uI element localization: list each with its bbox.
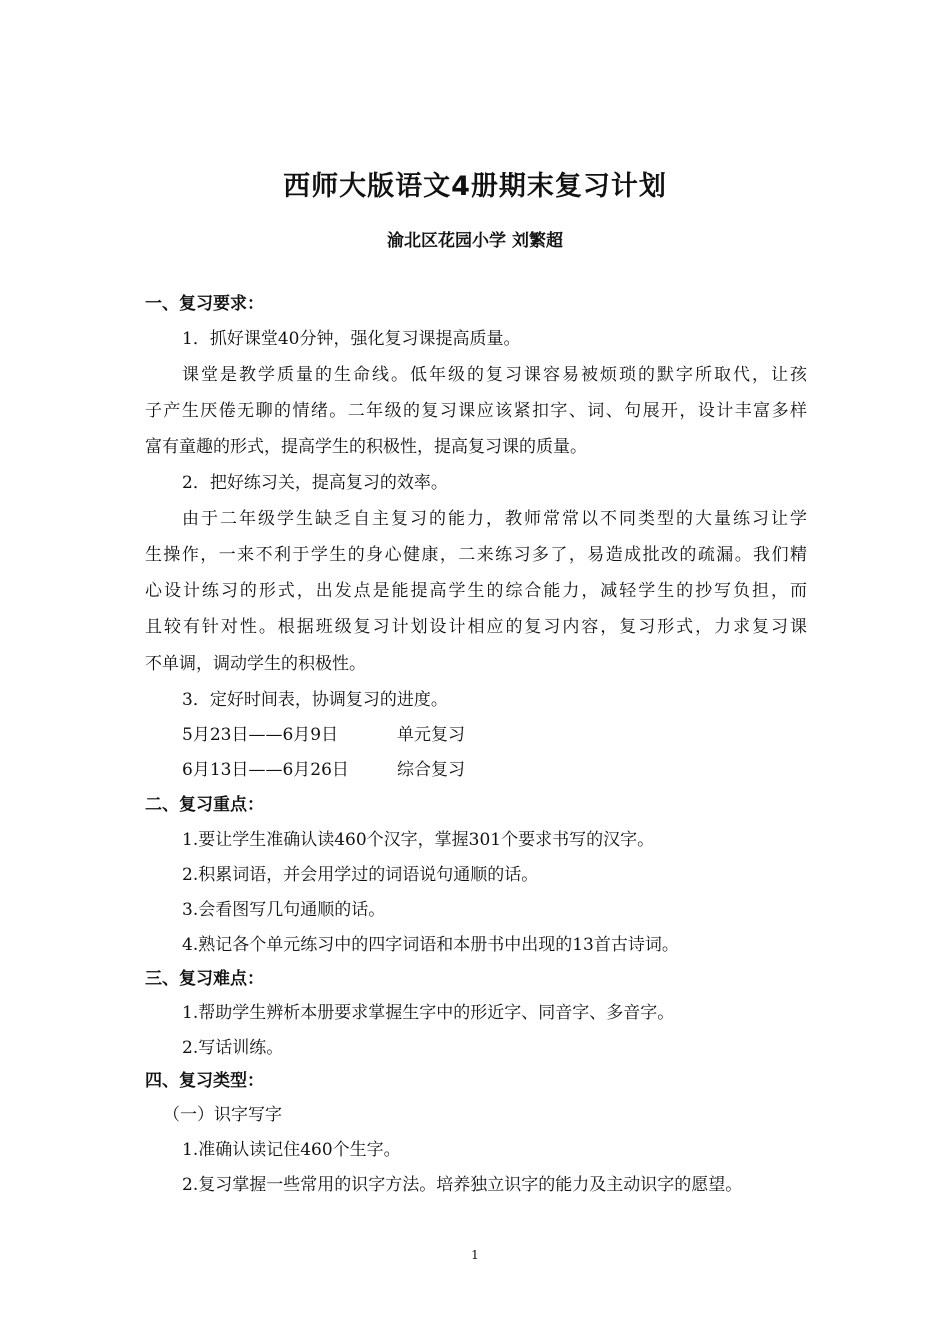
paragraph-line: 不单调，调动学生的积极性。 [145,654,366,674]
requirement-item-2: 2．把好练习关，提高复习的效率。 [182,473,448,493]
schedule-task: 单元复习 [397,725,465,745]
list-item: 2.复习掌握一些常用的识字方法。培养独立识字的能力及主动识字的愿望。 [182,1175,743,1195]
paragraph-line: 富有童趣的形式，提高学生的积极性，提高复习课的质量。 [145,437,587,457]
list-item: 1.准确认读记住460个生字。 [182,1140,401,1160]
list-item: 2.积累词语，并会用学过的词语说句通顺的话。 [182,865,539,885]
list-item: 3.会看图写几句通顺的话。 [182,900,386,920]
paragraph-line: 子产生厌倦无聊的情绪。二年级的复习课应该紧扣字、词、句展开，设计丰富多样 [145,401,807,421]
schedule-dates: 5月23日——6月9日 [182,725,339,745]
section-heading-key-points: 二、复习重点： [145,795,264,815]
document-author: 渝北区花园小学 刘繁超 [387,231,563,251]
list-item: 1.要让学生准确认读460个汉字，掌握301个要求书写的汉字。 [182,830,655,850]
section-heading-review-types: 四、复习类型： [145,1071,264,1091]
requirement-item-3: 3．定好时间表，协调复习的进度。 [182,690,448,710]
list-item: 1.帮助学生辨析本册要求掌握生字中的形近字、同音字、多音字。 [182,1003,675,1023]
paragraph-line: 心设计练习的形式，出发点是能提高学生的综合能力，减轻学生的抄写负担，而 [145,581,807,601]
requirement-item-1: 1．抓好课堂40分钟，强化复习课提高质量。 [182,329,521,349]
document-title: 西师大版语文4册期末复习计划 [283,171,667,202]
schedule-task: 综合复习 [397,760,465,780]
section-heading-difficulties: 三、复习难点： [145,969,264,989]
list-item: 2.写话训练。 [182,1038,284,1058]
paragraph-line: 且较有针对性。根据班级复习计划设计相应的复习内容，复习形式，力求复习课 [145,617,807,637]
schedule-dates: 6月13日——6月26日 [182,760,349,780]
page-number: 1 [471,1248,479,1262]
paragraph-line: 课堂是教学质量的生命线。低年级的复习课容易被烦琐的默字所取代，让孩 [182,365,807,385]
paragraph-line: 生操作，一来不利于学生的身心健康，二来练习多了，易造成批改的疏漏。我们精 [145,545,807,565]
paragraph-line: 由于二年级学生缺乏自主复习的能力，教师常常以不同类型的大量练习让学 [182,509,807,529]
list-item: 4.熟记各个单元练习中的四字词语和本册书中出现的13首古诗词。 [182,935,679,955]
section-heading-requirements: 一、复习要求： [145,294,264,314]
subsection-heading: （一）识字写字 [163,1105,282,1125]
